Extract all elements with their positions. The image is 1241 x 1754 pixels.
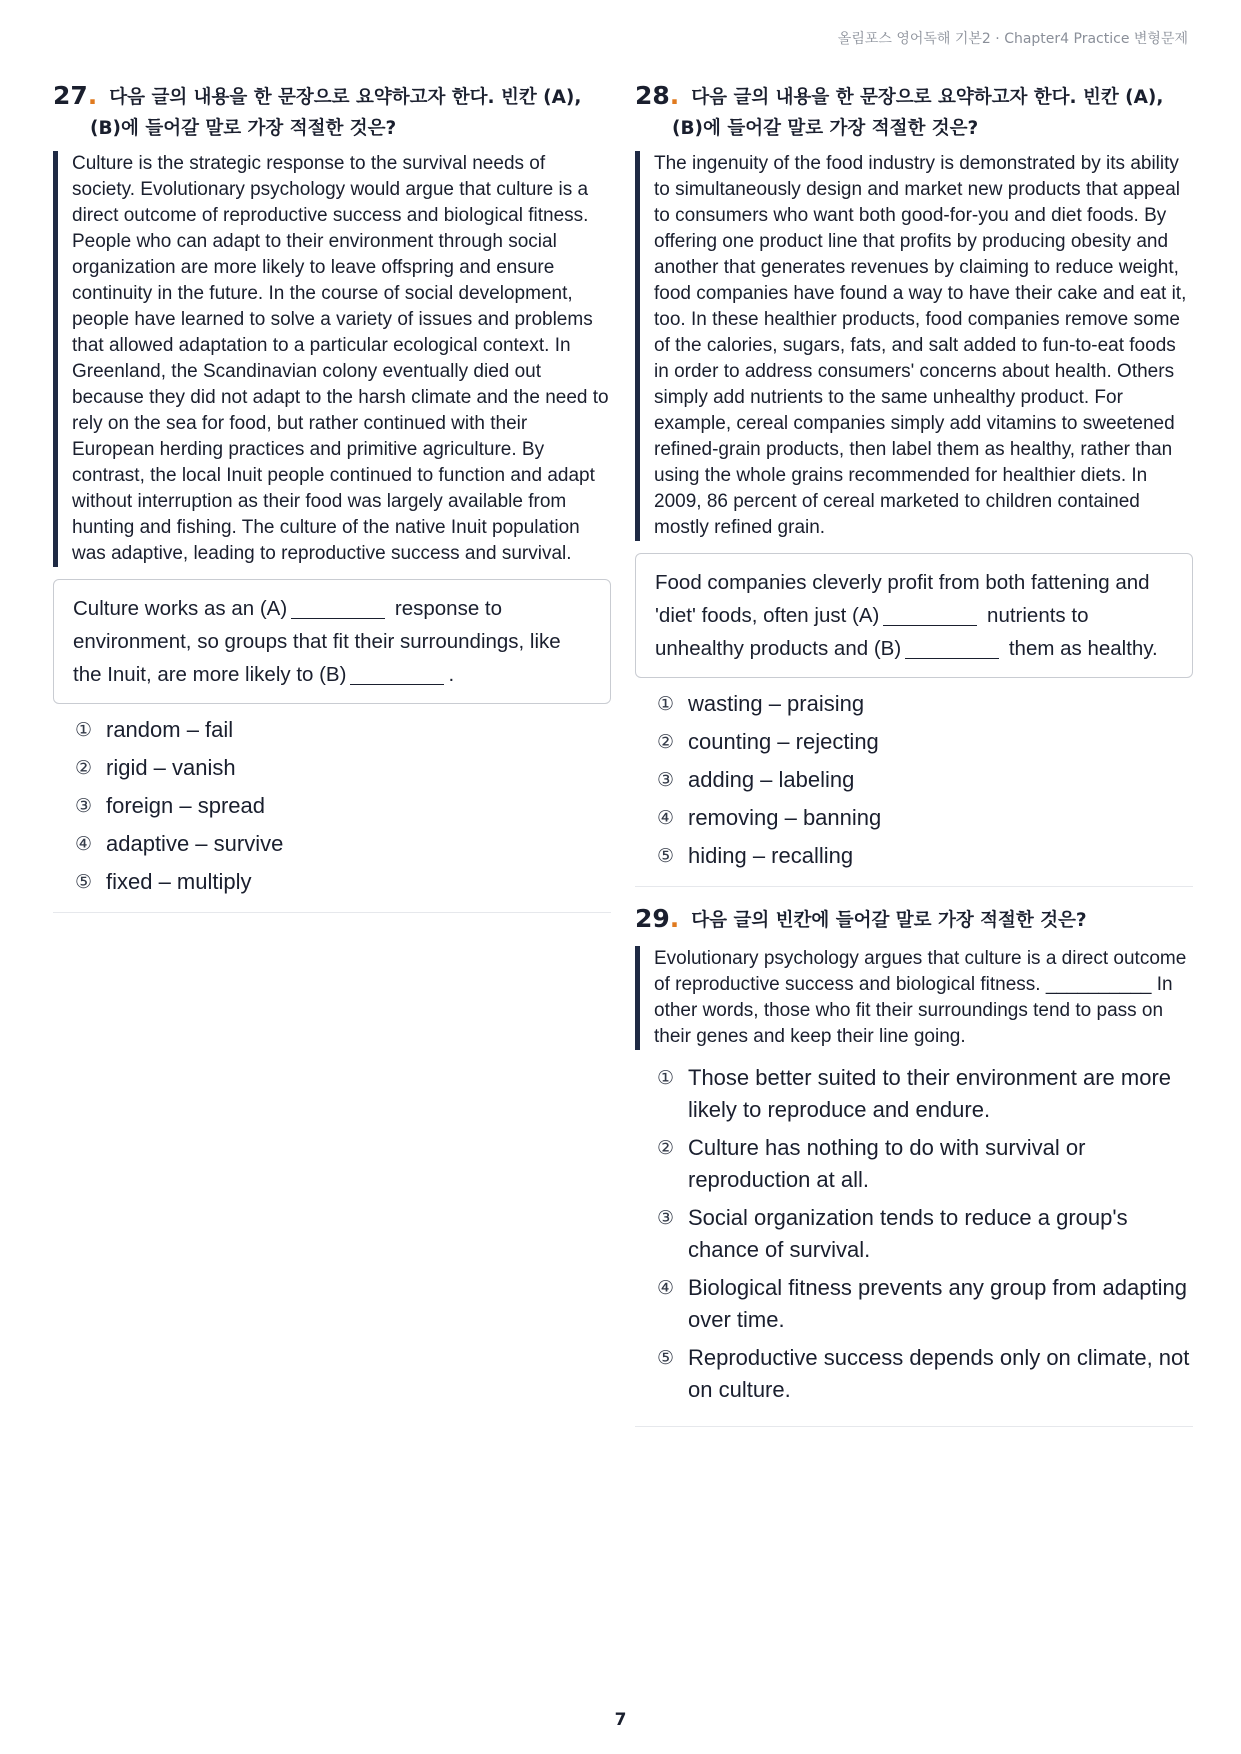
question-27 [53, 80, 611, 913]
page-number: 7 [614, 1710, 627, 1730]
answer-choices [53, 714, 611, 898]
question-28-title [635, 80, 1193, 115]
blank-b [350, 663, 444, 685]
choice-2[interactable]: ② counting – rejecting [657, 729, 879, 754]
question-27-title-line2: (B)에 들어갈 말로 가장 적절한 것은? [90, 118, 397, 139]
answer-choices [635, 688, 1193, 872]
choice-2[interactable]: ② Culture has nothing to do with survival or reproduction at all. [657, 1135, 1086, 1192]
summary-box: Food companies cleverly profit from both fattening and 'diet' foods, often just (A) nutrients to unhealthy products and (B) them as healthy. [635, 553, 1193, 678]
answer-choices [635, 1062, 1193, 1406]
choice-1[interactable]: ① wasting – praising [657, 691, 865, 716]
blank-a [291, 597, 385, 619]
choice-4[interactable]: ④ adaptive – survive [75, 831, 284, 856]
choice-5[interactable]: ⑤ fixed – multiply [75, 869, 252, 894]
choice-2[interactable]: ② rigid – vanish [75, 755, 236, 780]
choice-1[interactable]: ① random – fail [75, 717, 234, 742]
question-number: 27. [53, 81, 98, 110]
question-29-title [635, 903, 1193, 938]
passage: Culture is the strategic response to the survival needs of society. Evolutionary psychology would argue that culture is a direct outcome of reproductive success and biological fitness. People who can adapt to their environment through social organization are more likely to leave offspring and ensure continuity in the future. In the course of social development, people have learned to solve a variety of issues and problems that allowed adaptation to a particular ecological context. In Greenland, the Scandinavian colony eventually died out because they did not adapt to the harsh climate and the need to rely on the sea for food, but rather continued with their European herding practices and primitive agriculture. By contrast, the local Inuit people continued to function and adapt without interruption as their food was largely available from hunting and fishing. The culture of the native Inuit population was adaptive, leading to reproductive success and survival. [53, 151, 611, 567]
question-prompt: 다음 글의 내용을 한 문장으로 요약하고자 한다. 빈칸 (A), [691, 87, 1164, 108]
question-number: 28. [635, 81, 680, 110]
running-header: 올림포스 영어독해 기본2 · Chapter4 Practice 변형문제 [837, 31, 1188, 47]
question-prompt: 다음 글의 빈칸에 들어갈 말로 가장 적절한 것은? [691, 910, 1087, 931]
choice-3[interactable]: ③ adding – labeling [657, 767, 855, 792]
question-29 [635, 903, 1193, 1427]
choice-4[interactable]: ④ Biological fitness prevents any group from adapting over time. [657, 1275, 1187, 1332]
choice-4[interactable]: ④ removing – banning [657, 805, 882, 830]
blank-a [883, 604, 977, 626]
choice-5[interactable]: ⑤ hiding – recalling [657, 843, 854, 868]
divider [635, 1426, 1193, 1427]
divider [635, 886, 1193, 887]
question-27-title [53, 80, 611, 115]
question-28-title-line2: (B)에 들어갈 말로 가장 적절한 것은? [672, 118, 979, 139]
choice-3[interactable]: ③ foreign – spread [75, 793, 265, 818]
passage: The ingenuity of the food industry is demonstrated by its ability to simultaneously design and market new products that appeal to consumers who want both good-for-you and diet foods. By offering one product line that profits by producing obesity and another that generates revenues by claiming to reduce weight, food companies have found a way to have their cake and eat it, too. In these healthier products, food companies remove some of the calories, sugars, fats, and salt added to fun-to-eat foods in order to address consumers' concerns about health. Others simply add nutrients to the same unhealthy product. For example, cereal companies simply add vitamins to sweetened refined-grain products, then label them as healthy, rather than using the whole grains recommended for healthier diets. In 2009, 86 percent of cereal marketed to children contained mostly refined grain. [635, 151, 1193, 541]
divider [53, 912, 611, 913]
question-28 [635, 80, 1193, 887]
choice-5[interactable]: ⑤ Reproductive success depends only on climate, not on culture. [657, 1345, 1190, 1402]
blank-b [905, 637, 999, 659]
question-prompt: 다음 글의 내용을 한 문장으로 요약하고자 한다. 빈칸 (A), [109, 87, 582, 108]
question-number: 29. [635, 904, 680, 933]
choice-1[interactable]: ① Those better suited to their environment are more likely to reproduce and endure. [657, 1065, 1172, 1122]
summary-box: Culture works as an (A) response to environment, so groups that fit their surroundings, like the Inuit, are more likely to (B) . [53, 579, 611, 704]
choice-3[interactable]: ③ Social organization tends to reduce a group's chance of survival. [657, 1205, 1128, 1262]
right-column [635, 80, 1193, 1427]
left-column [53, 80, 611, 913]
passage: Evolutionary psychology argues that culture is a direct outcome of reproductive success and biological fitness. __________ In other words, those who fit their surroundings tend to pass on their genes and keep their line going. [635, 946, 1193, 1050]
